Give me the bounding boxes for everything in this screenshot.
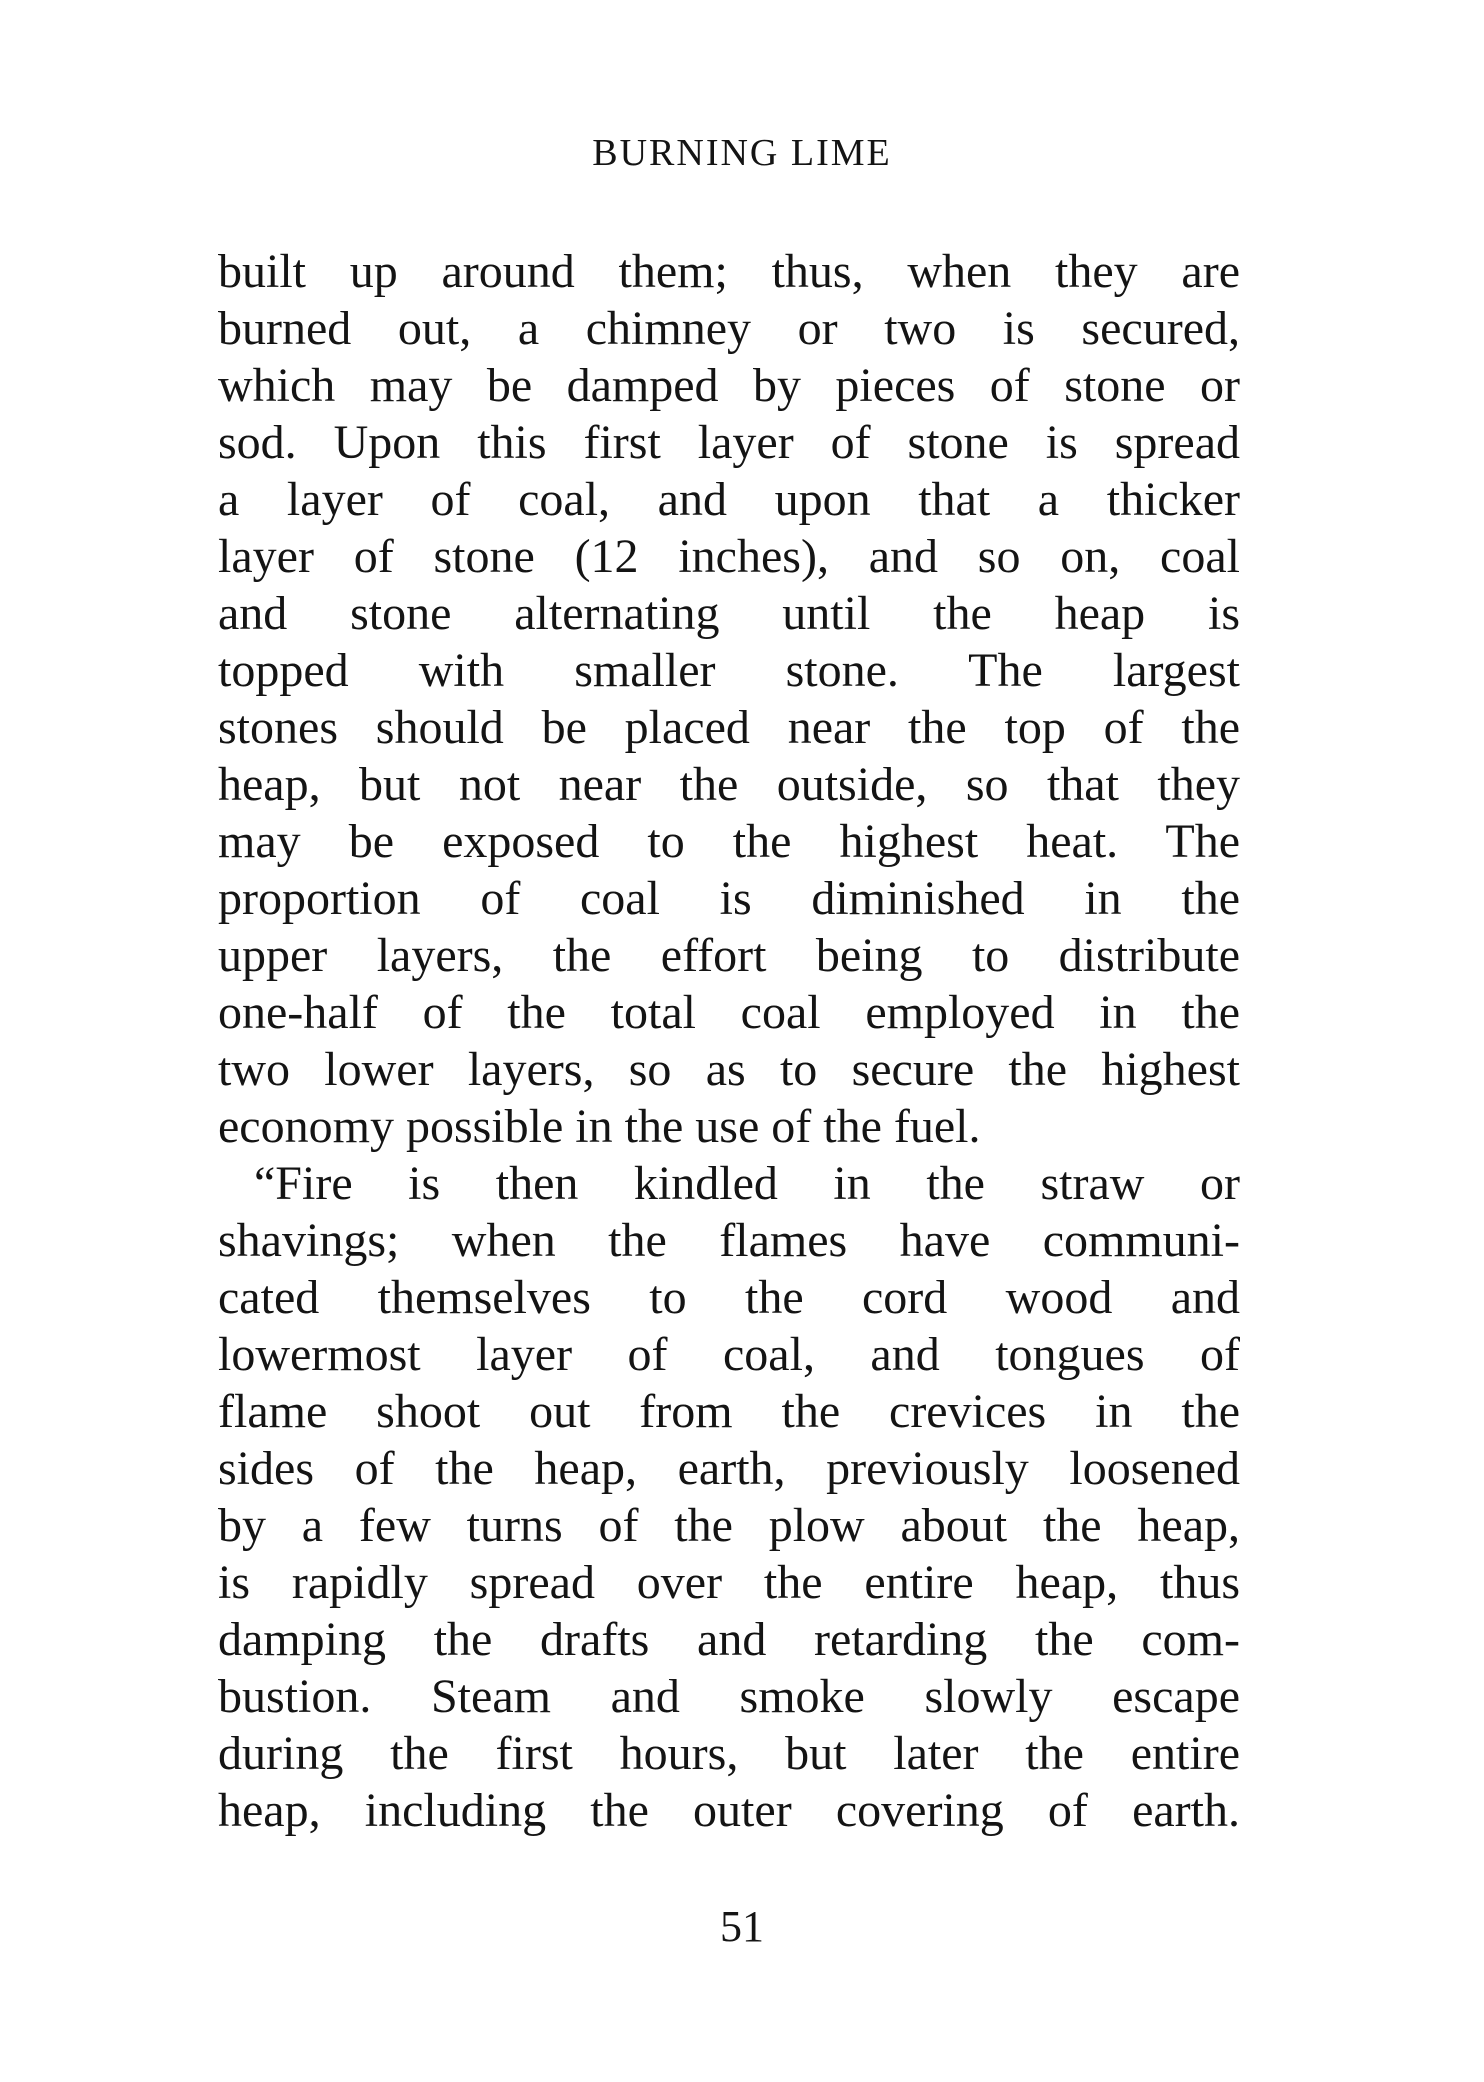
text-line: burned out, a chimney or two is secured, [218,302,1240,355]
text-line: bustion. Steam and smoke slowly escape [218,1670,1240,1723]
running-head: BURNING LIME [592,132,892,174]
text-line: may be exposed to the highest heat. The [218,815,1240,868]
text-line: heap, including the outer covering of earth. [218,1784,1240,1837]
text-line: by a few turns of the plow about the heap, [218,1499,1240,1552]
text-line: “Fire is then kindled in the straw or [254,1157,1240,1210]
text-line: one-half of the total coal employed in the [218,986,1240,1039]
text-line: upper layers, the effort being to distribute [218,929,1240,982]
text-line: a layer of coal, and upon that a thicker [218,473,1240,526]
text-line: stones should be placed near the top of the [218,701,1240,754]
text-line: topped with smaller stone. The largest [218,644,1240,697]
text-line: and stone alternating until the heap is [218,587,1240,640]
text-line: two lower layers, so as to secure the highest [218,1043,1240,1096]
text-line: which may be damped by pieces of stone or [218,359,1240,412]
text-line: sides of the heap, earth, previously loosened [218,1442,1240,1495]
text-line: proportion of coal is diminished in the [218,872,1240,925]
text-line: layer of stone (12 inches), and so on, coal [218,530,1240,583]
text-line: heap, but not near the outside, so that they [218,758,1240,811]
text-line: damping the drafts and retarding the com- [218,1613,1240,1666]
text-line: is rapidly spread over the entire heap, thus [218,1556,1240,1609]
text-line: shavings; when the flames have communi- [218,1214,1240,1267]
text-line: during the first hours, but later the entire [218,1727,1240,1780]
body-text [218,243,1240,1839]
text-line: flame shoot out from the crevices in the [218,1385,1240,1438]
text-line: cated themselves to the cord wood and [218,1271,1240,1324]
text-line: built up around them; thus, when they are [218,245,1240,298]
text-line: economy possible in the use of the fuel. [218,1100,981,1153]
text-line: lowermost layer of coal, and tongues of [218,1328,1240,1381]
page-number: 51 [720,1902,764,1951]
text-line: sod. Upon this first layer of stone is spread [218,416,1240,469]
